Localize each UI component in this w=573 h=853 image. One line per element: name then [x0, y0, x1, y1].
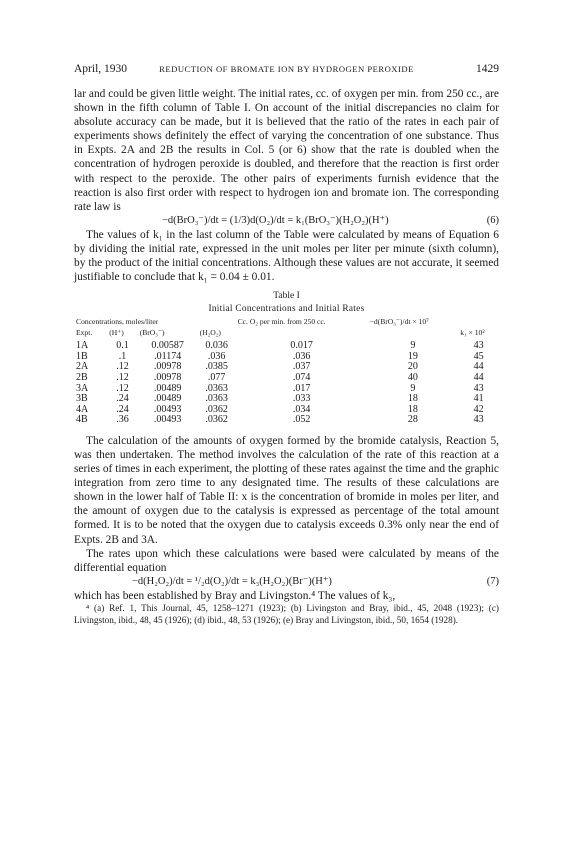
table-cell: 0.036 — [205, 340, 228, 352]
table-cell: 0.017 — [290, 340, 313, 352]
table-cell: 43 — [473, 340, 484, 352]
table-cell: 1B — [76, 350, 88, 362]
table-cell: 20 — [407, 361, 418, 373]
table-cell: .00493 — [153, 414, 182, 426]
table-cell: .00978 — [153, 361, 182, 373]
table-cell: .00493 — [153, 403, 182, 415]
table-cell: 3A — [76, 382, 89, 394]
table-cell: 1A — [76, 340, 89, 352]
table-cell: .036 — [207, 350, 226, 362]
table-cell: 0.1 — [116, 340, 129, 352]
table-cell: 44 — [473, 371, 484, 383]
table-cell: .0385 — [205, 361, 228, 373]
paragraph-4: The rates upon which these calculations were based were calculated by means of the differential equation — [74, 547, 499, 574]
table-cell: 28 — [407, 414, 418, 426]
table-cell: .00489 — [153, 393, 182, 405]
page-number: 1429 — [476, 63, 499, 75]
paragraph-1: lar and could be given little weight. The initial rates, cc. of oxygen per min. from 250 cc., are shown in the fifth column of Table I. On account of the initial discrepancies no claim for absolute accuracy can be made, but it is believed that the ratio of the rates in each pair of experiments shows definitely the effect of varying the concentration of one substance. Thus in Expts. 2A and 2B the results in Col. 5 (or 6) show that the rate is doubled when the concentration of hydrogen peroxide is doubled, and therefore that the reaction is first order with respect to the peroxide. The other pairs of experiments furnish evidence that the reaction is also first order with respect to hydrogen ion and bromate ion. The corresponding rate law is — [74, 88, 499, 213]
header-cc-o2: Cc. O₂ per min. from 250 cc. — [237, 317, 326, 327]
paragraph-3: The calculation of the amounts of oxygen formed by the bromide catalysis, Reaction 5, was then undertaken. The method involves the calculation of the rate of this reaction at a series of times in each experiment, the plotting of these rates against the time and the graphic integration from zero time to any designated time. The results of these calculations are shown in the lower half of Table II: x is the concentration of bromide in moles per liter, and the amount of oxygen due to the catalysis is expressed as percentage of the total amount formed. It is to be noted that the oxygen due to catalysis exceeds 0.3% only near the end of Expts. 2B and 3A. — [74, 434, 499, 546]
table-row — [74, 405, 499, 416]
header-expt: Expt. — [76, 327, 93, 337]
table-cell: .0362 — [205, 403, 228, 415]
table-cell: .0363 — [205, 382, 228, 394]
table-row — [74, 394, 499, 405]
equation-6-text: −d(BrO₃⁻)/dt = (1/3)d(O₂)/dt = k₁(BrO₃⁻)(H₂O₂)(H⁺) — [162, 214, 389, 226]
table-cell: .052 — [292, 414, 311, 426]
table-cell: 41 — [473, 393, 484, 405]
table-cell: .037 — [292, 361, 311, 373]
table-cell: 4A — [76, 403, 89, 415]
table-cell: .12 — [116, 382, 129, 394]
table-cell: .24 — [116, 403, 129, 415]
table-caption: Initial Concentrations and Initial Rates — [208, 304, 365, 315]
table-cell: 2A — [76, 361, 89, 373]
header-concentrations: Concentrations, moles/liter — [76, 317, 159, 327]
table-cell: .077 — [207, 371, 226, 383]
table-cell: 43 — [473, 382, 484, 394]
header-h2o2: (H₂O₂) — [199, 327, 221, 337]
table-row — [74, 415, 499, 426]
table-cell: 4B — [76, 414, 88, 426]
table-cell: 3B — [76, 393, 88, 405]
table-cell: .074 — [292, 371, 311, 383]
article-body — [74, 87, 499, 626]
equation-6 — [74, 214, 499, 228]
equation-7-number: (7) — [486, 575, 499, 587]
header-rate: −d(BrO₃⁻)/dt × 10⁷ — [369, 317, 429, 327]
table-label: Table I — [273, 291, 300, 302]
table-row — [74, 362, 499, 373]
table-cell: .1 — [118, 350, 127, 362]
header-k1: k₁ × 10² — [460, 327, 485, 337]
table-cell: 9 — [410, 382, 416, 394]
equation-7 — [74, 575, 499, 589]
table-cell: 43 — [473, 414, 484, 426]
table-row — [74, 352, 499, 363]
table-row — [74, 384, 499, 395]
table-row — [74, 373, 499, 384]
table-cell: .017 — [292, 382, 311, 394]
footnote: ⁴ (a) Ref. 1, This Journal, 45, 1258–1271 (1923); (b) Livingston and Bray, ibid., 45, 2048 (1923); (c) Livingston, ibid., 48, 45 (1926); (d) ibid., 48, 53 (1926); (e) Bray and Livingston, ibid., 50, 1654 (1928). — [74, 603, 499, 625]
table-cell: 40 — [407, 371, 418, 383]
paragraph-2: The values of k₁ in the last column of the Table were calculated by means of Equation 6 by dividing the initial rate, expressed in the unit moles per liter per minute (sixth column), by the product of the initial concentrations. Although these values are not accurate, it seemed justifiable to conclude that k₁ = 0.04 ± 0.01. — [74, 228, 499, 284]
paragraph-5: which has been established by Bray and Livingston.⁴ The values of k₃, — [74, 589, 396, 602]
header-title: REDUCTION OF BROMATE ION BY HYDROGEN PEROXIDE — [159, 64, 414, 74]
table-cell: 44 — [473, 361, 484, 373]
table-cell: 18 — [407, 393, 418, 405]
table-cell: 2B — [76, 371, 88, 383]
table-cell: .0363 — [205, 393, 228, 405]
table-cell: 42 — [473, 403, 484, 415]
table-cell: .00978 — [153, 371, 182, 383]
table-cell: .00489 — [153, 382, 182, 394]
table-cell: .36 — [116, 414, 129, 426]
data-table — [74, 318, 499, 426]
equation-7-text: −d(H₂O₂)/dt = ¹/₂d(O₂)/dt = k₃(H₂O₂)(Br⁻)(H⁺) — [132, 575, 332, 587]
table-body — [74, 339, 499, 426]
table-cell: 0.00587 — [151, 340, 184, 352]
table-row — [74, 339, 499, 352]
table-cell: 45 — [473, 350, 484, 362]
table-cell: .036 — [292, 350, 311, 362]
header-bro3: (BrO₃⁻) — [139, 327, 165, 337]
table-cell: .24 — [116, 393, 129, 405]
table-cell: .033 — [292, 393, 311, 405]
table-cell: .0362 — [205, 414, 228, 426]
equation-6-number: (6) — [486, 214, 499, 226]
header-h: (H⁺) — [109, 327, 124, 337]
table-cell: .034 — [292, 403, 311, 415]
table-cell: .01174 — [154, 350, 182, 362]
table-cell: 9 — [410, 340, 416, 352]
header-date: April, 1930 — [74, 63, 128, 75]
table-cell: 19 — [407, 350, 418, 362]
table-cell: .12 — [116, 361, 129, 373]
table-cell: .12 — [116, 371, 129, 383]
table-cell: 18 — [407, 403, 418, 415]
